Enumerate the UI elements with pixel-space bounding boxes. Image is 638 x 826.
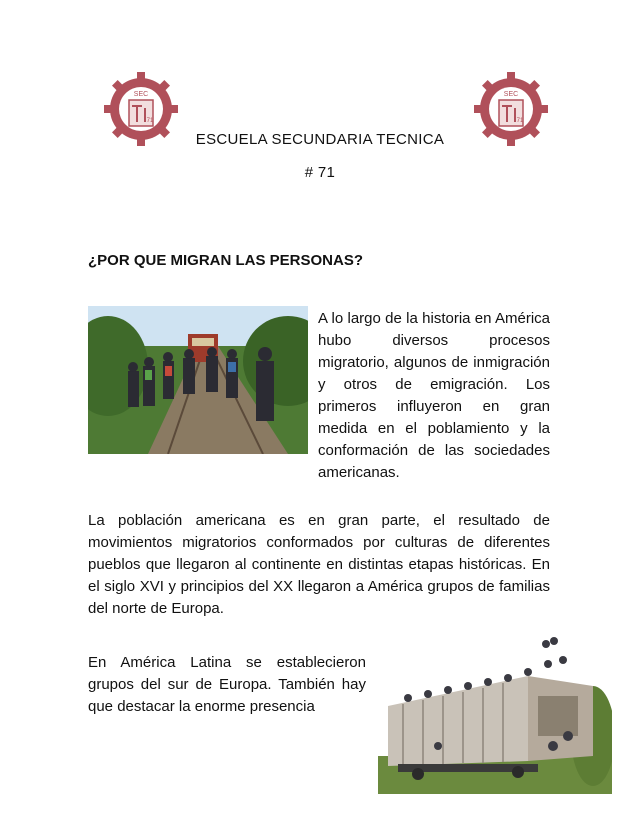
svg-text:71: 71 — [146, 118, 154, 124]
gear-emblem-icon — [474, 72, 548, 146]
school-logo-right — [474, 72, 548, 151]
svg-text:SEC: SEC — [503, 91, 519, 98]
migrants-on-train-photo — [378, 636, 612, 794]
migrants-walking-photo — [88, 306, 308, 454]
paragraph-3: En América Latina se establecieron grupos del sur de Europa. También hay que destacar la enorme presencia — [88, 654, 366, 715]
paragraph-2: La población americana es en gran parte, el resultado de movimientos migratorios conformados por culturas de diferentes pueblos que llegaron al continente en distintas etapas históricas. En el siglo XVI y principios del XX llegaron a América grupos de familias del norte de Europa. — [88, 512, 550, 617]
school-number: # 71 — [304, 164, 336, 181]
gear-emblem-icon — [104, 72, 178, 146]
paragraph-1: A lo largo de la historia en América hubo diversos procesos migratorio, algunos de inmigración y otros de emigración. Los primeros influyeron en gran medida en el poblamiento y la conformación de las sociedades americanas. — [318, 310, 550, 481]
page-title: ¿POR QUE MIGRAN LAS PERSONAS? — [88, 252, 364, 269]
svg-text:71: 71 — [516, 118, 524, 124]
svg-text:SEC: SEC — [133, 91, 149, 98]
school-logo-left — [104, 72, 178, 151]
school-name: ESCUELA SECUNDARIA TECNICA — [195, 131, 445, 148]
